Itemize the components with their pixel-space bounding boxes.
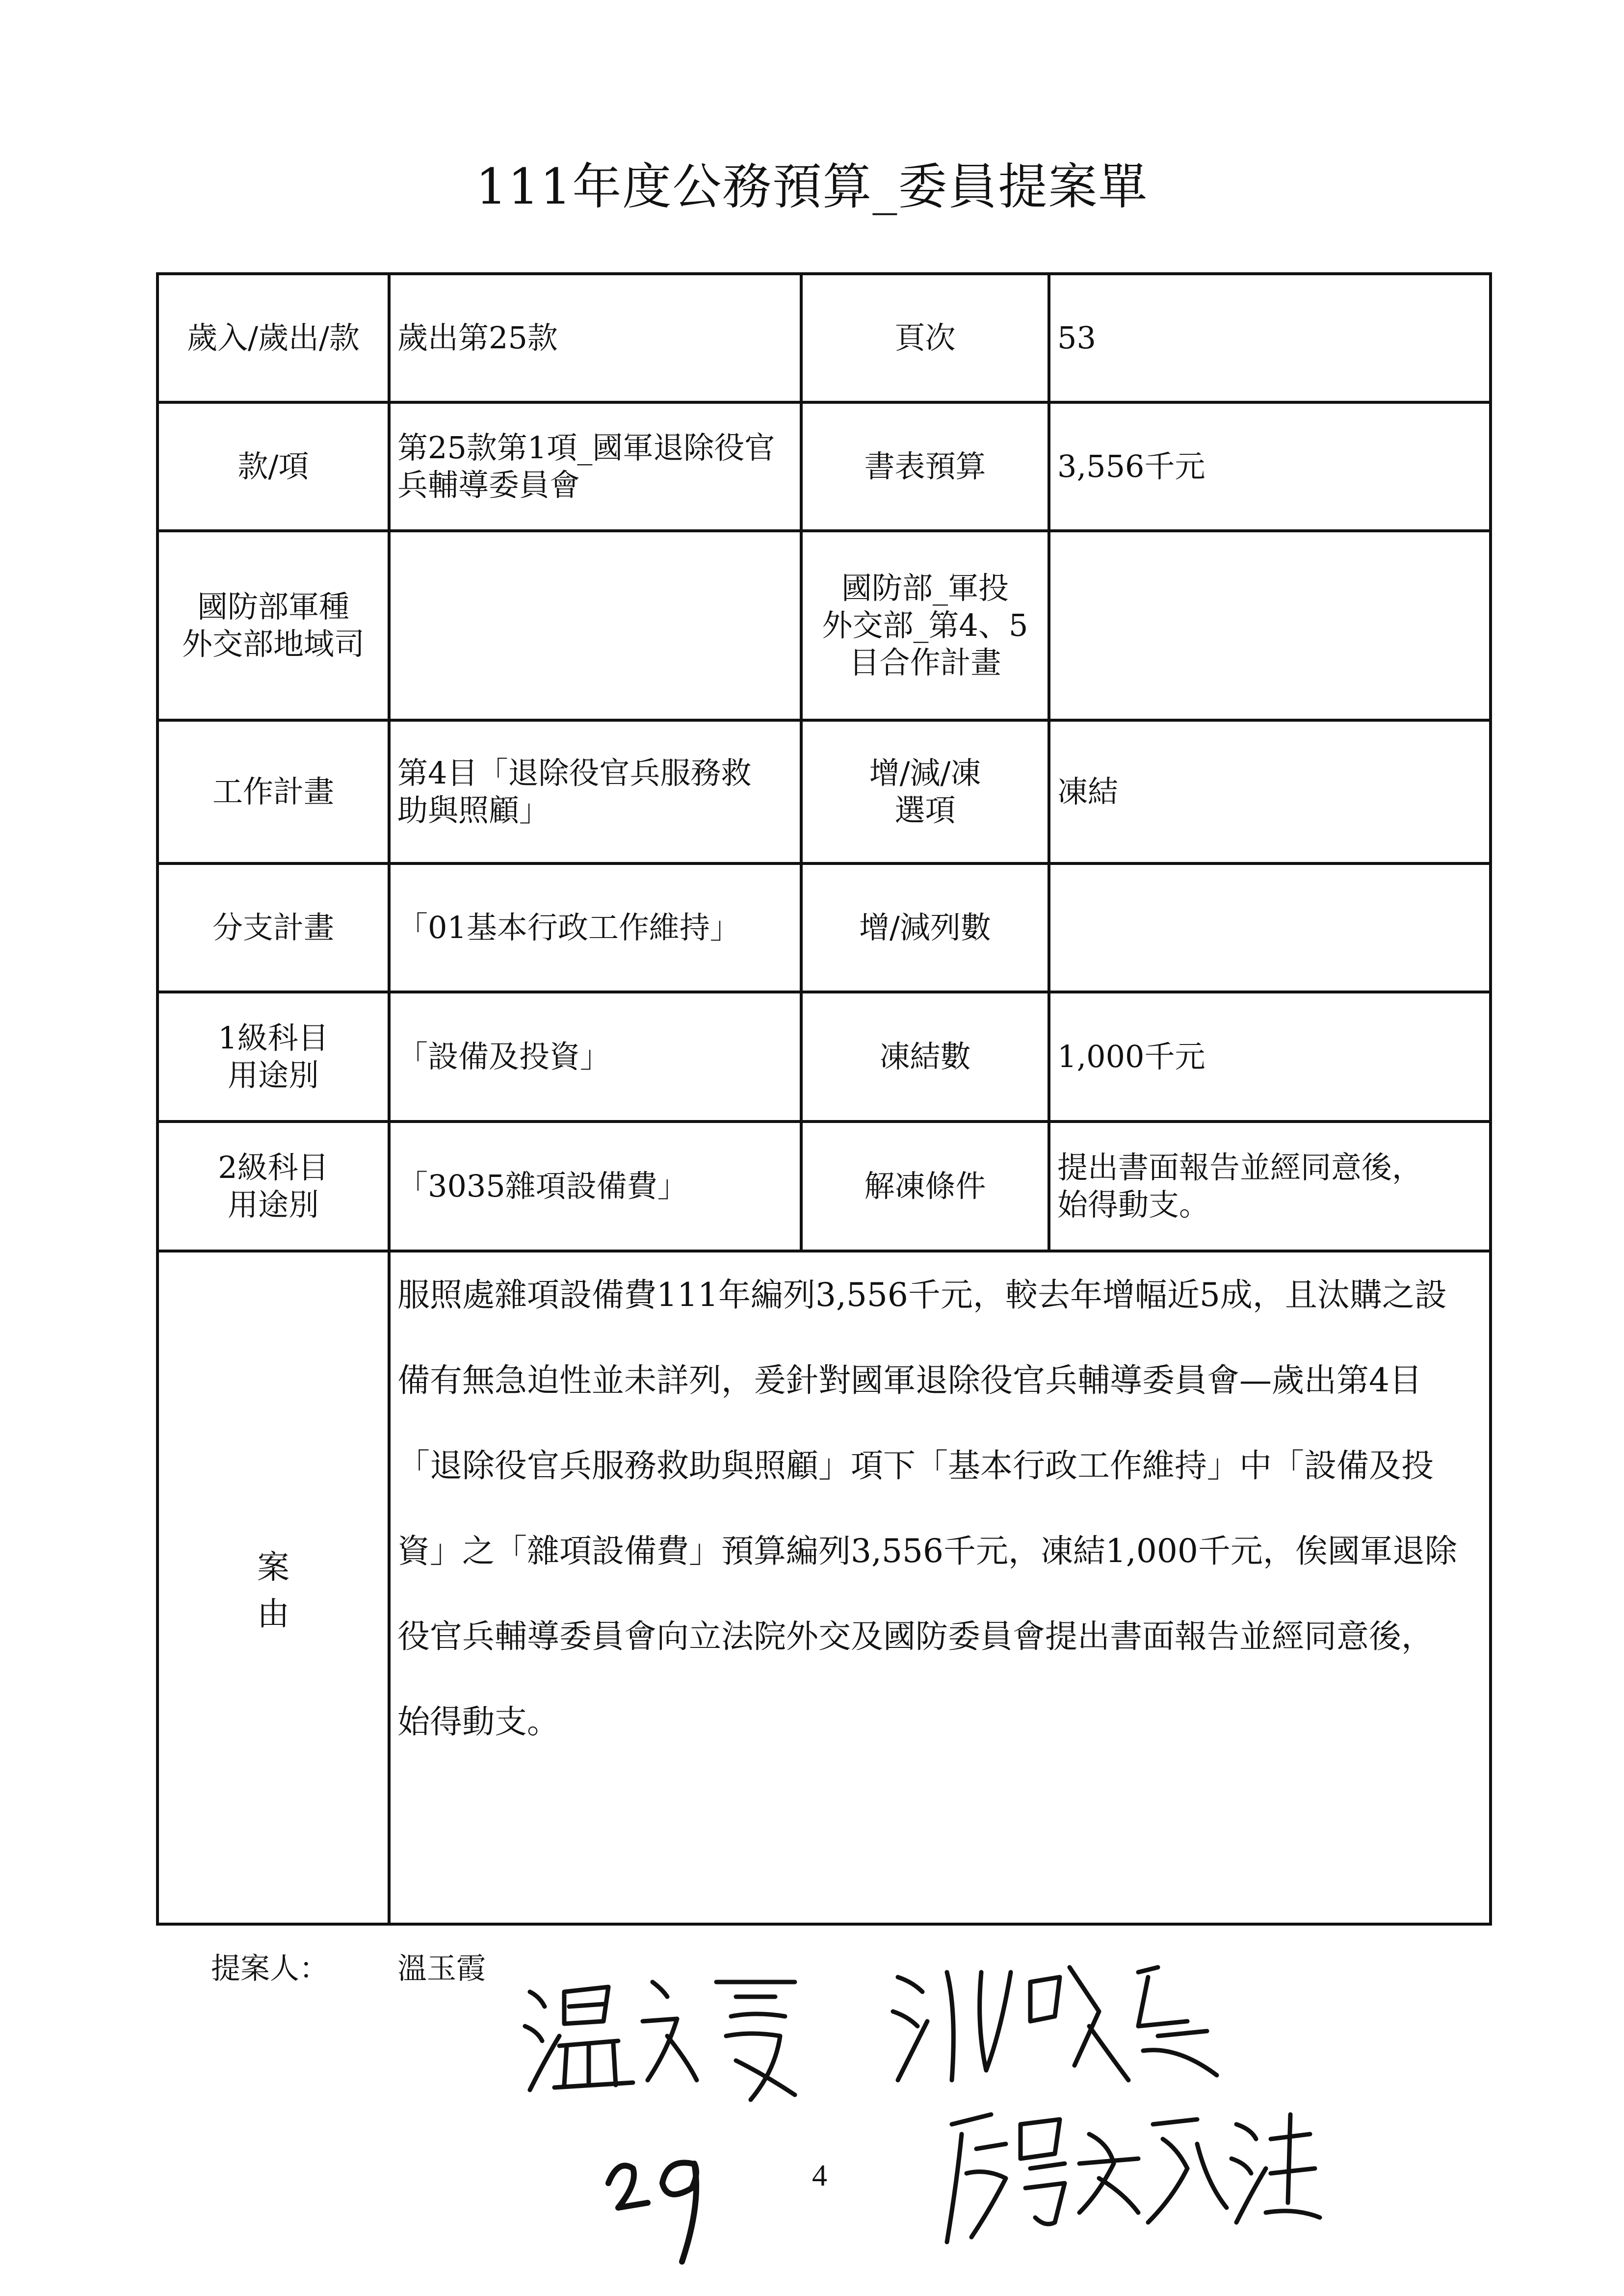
label-branch-plan: 分支計畫 <box>157 863 389 992</box>
value-freeze-amount: 1,000千元 <box>1049 992 1491 1122</box>
label-adjust-amount: 增/減列數 <box>801 863 1049 992</box>
value-adjust-option: 凍結 <box>1049 720 1491 863</box>
signature-3 <box>932 2095 1325 2257</box>
value-page: 53 <box>1049 274 1491 402</box>
label-unfreeze-condition: 解凍條件 <box>801 1122 1049 1251</box>
reason-line: 始得動支。 <box>397 1703 559 1741</box>
label-work-plan: 工作計畫 <box>157 720 389 863</box>
form-row-defense <box>157 531 1491 720</box>
proposer <box>211 1945 486 1987</box>
value-unfreeze-condition: 提出書面報告並經同意後， 始得動支。 <box>1049 1122 1491 1251</box>
form-row-work-plan <box>157 720 1491 863</box>
label-cooperation-plan: 國防部_軍投 外交部_第4、5 目合作計畫 <box>801 531 1049 720</box>
value-account: 歲出第25款 <box>389 274 801 402</box>
label-military-branch: 國防部軍種 外交部地域司 <box>157 531 389 720</box>
form-row-level1 <box>157 992 1491 1122</box>
value-level1-subject: 「設備及投資」 <box>389 992 801 1122</box>
value-adjust-amount <box>1049 863 1491 992</box>
signature-1 <box>520 1962 814 2110</box>
reason-line: 備有無急迫性並未詳列，爰針對國軍退除役官兵輔導委員會—歲出第4目 <box>397 1361 1422 1399</box>
page-title: 111年度公務預算_委員提案單 <box>475 158 1149 215</box>
value-work-plan: 第4目「退除役官兵服務救 助與照顧」 <box>389 720 801 863</box>
value-book-budget: 3,556千元 <box>1049 402 1491 531</box>
value-branch-plan: 「01基本行政工作維持」 <box>389 863 801 992</box>
form-row-item <box>157 402 1491 531</box>
label-reason: 案由 <box>157 1251 389 1924</box>
form-row-reason <box>157 1251 1491 1924</box>
signature-2 <box>883 1953 1227 2100</box>
label-freeze-amount: 凍結數 <box>801 992 1049 1122</box>
reason-text <box>389 1251 1491 1924</box>
proposer-label: 提案人： <box>211 1952 329 1986</box>
form-row-account <box>157 274 1491 402</box>
reason-line: 服照處雜項設備費111年編列3,556千元，較去年增幅近5成，且汰購之設 <box>397 1276 1447 1314</box>
value-military-branch <box>389 531 801 720</box>
signature-4 <box>599 2129 726 2276</box>
proposer-name: 溫玉霞 <box>397 1952 486 1986</box>
label-adjust-option: 增/減/凍 選項 <box>801 720 1049 863</box>
value-cooperation-plan <box>1049 531 1491 720</box>
reason-line: 役官兵輔導委員會向立法院外交及國防委員會提出書面報告並經同意後， <box>397 1618 1434 1655</box>
label-level1-subject: 1級科目 用途別 <box>157 992 389 1122</box>
proposal-form-table <box>156 272 1492 1926</box>
reason-line: 資」之「雜項設備費」預算編列3,556千元，凍結1,000千元，俟國軍退除 <box>397 1532 1457 1570</box>
label-book-budget: 書表預算 <box>801 402 1049 531</box>
value-level2-subject: 「3035雜項設備費」 <box>389 1122 801 1251</box>
label-page: 頁次 <box>801 274 1049 402</box>
page-number: 4 <box>812 2159 827 2192</box>
label-item: 款/項 <box>157 402 389 531</box>
value-item: 第25款第1項_國軍退除役官 兵輔導委員會 <box>389 402 801 531</box>
form-row-level2 <box>157 1122 1491 1251</box>
reason-line: 「退除役官兵服務救助與照顧」項下「基本行政工作維持」中「設備及投 <box>397 1447 1434 1485</box>
label-account-type: 歲入/歲出/款 <box>157 274 389 402</box>
form-row-branch-plan <box>157 863 1491 992</box>
label-level2-subject: 2級科目 用途別 <box>157 1122 389 1251</box>
